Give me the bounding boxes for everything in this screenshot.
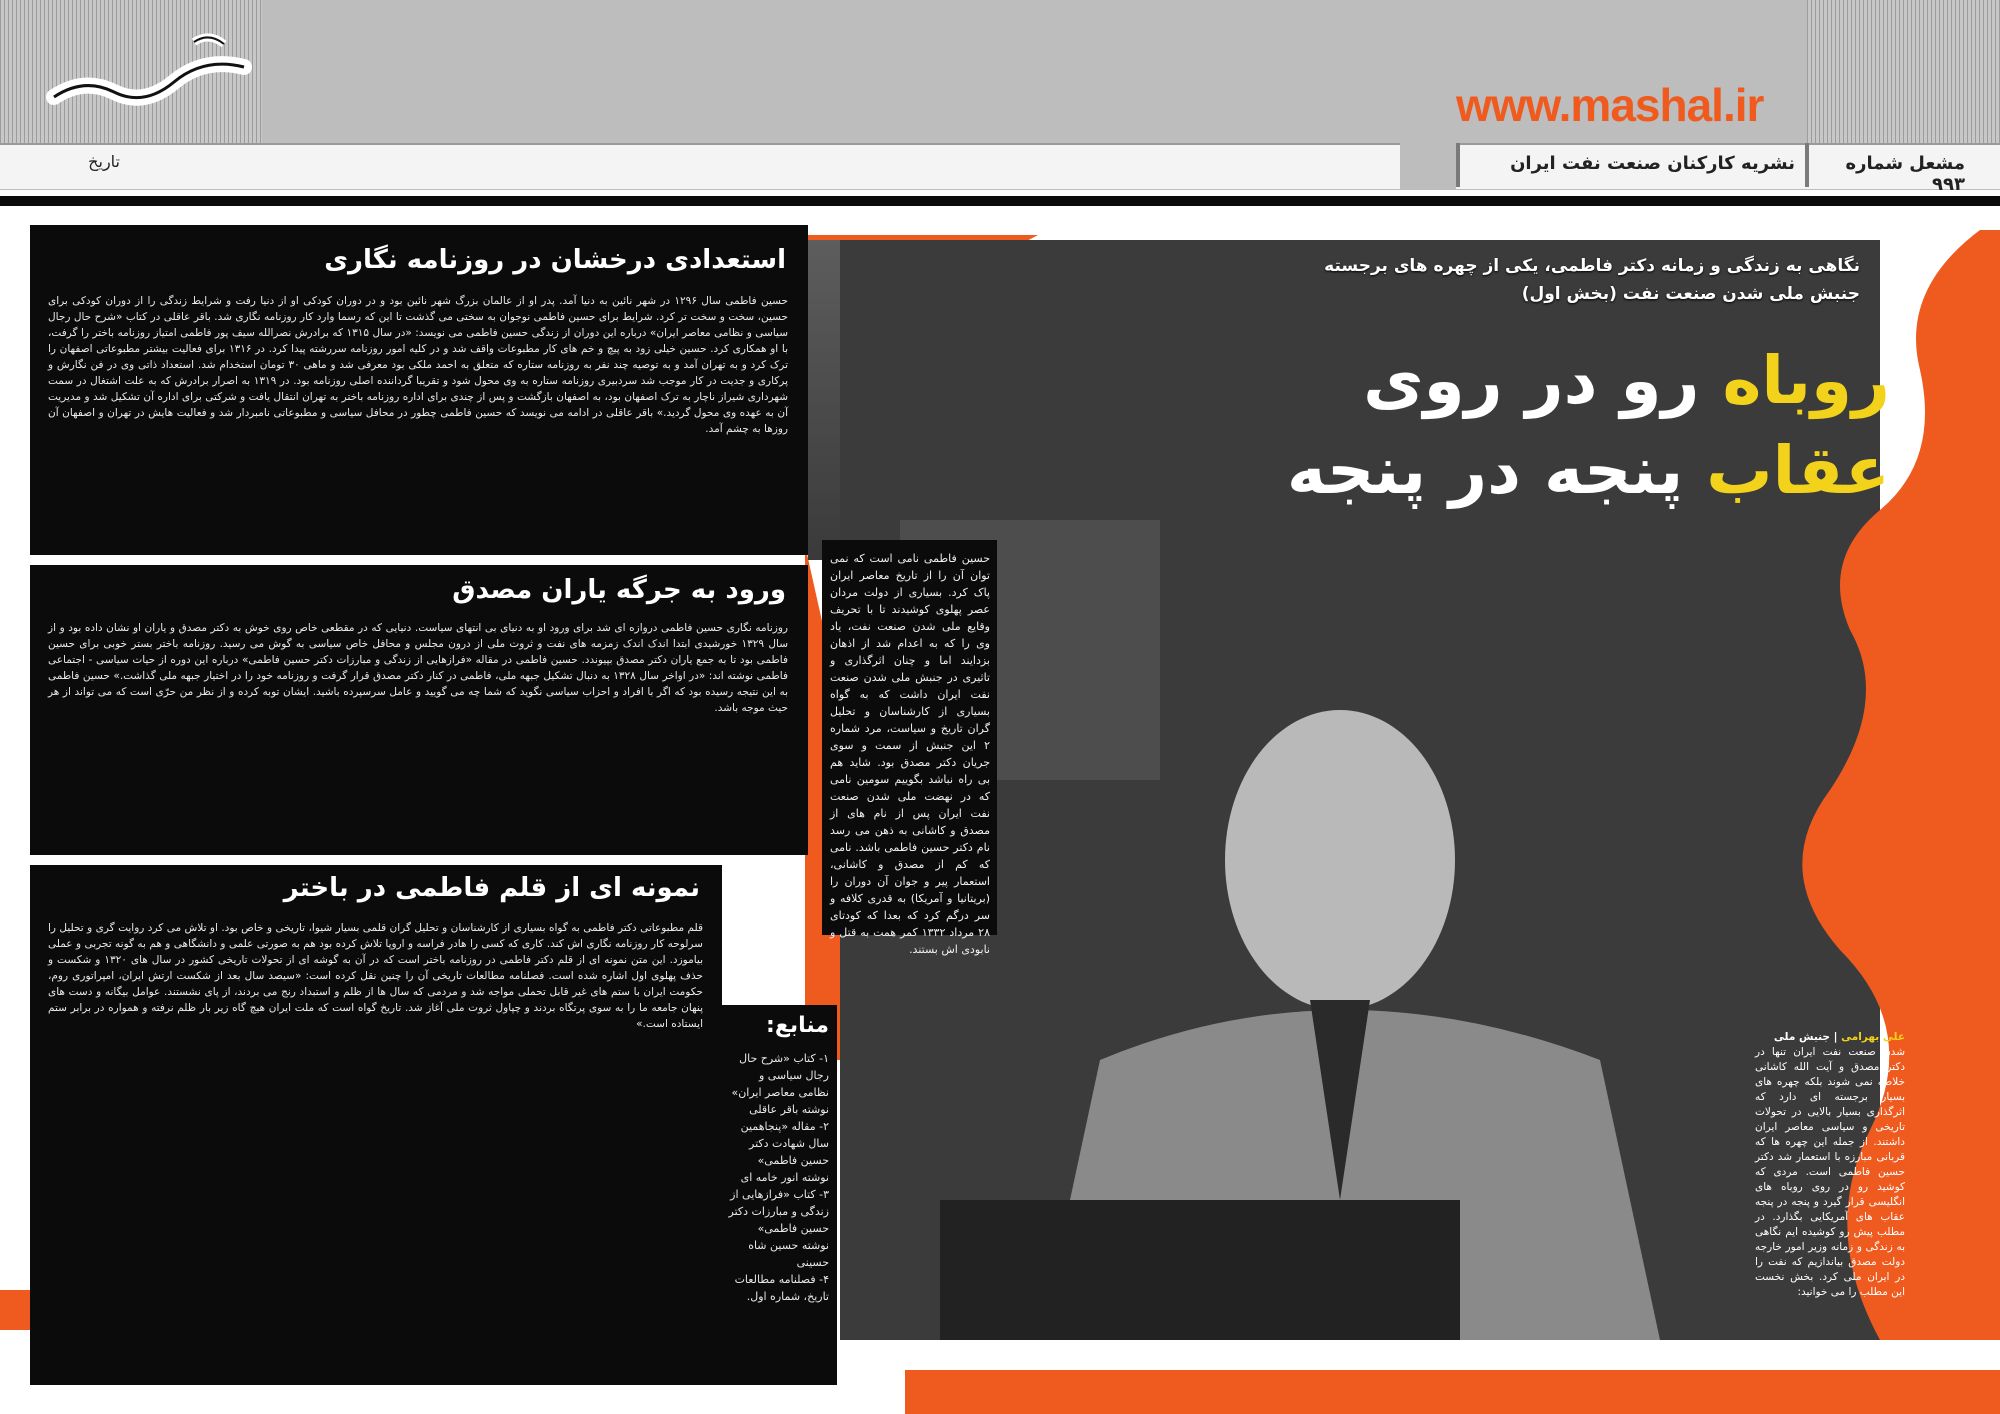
section-box-1 (30, 225, 808, 555)
intro-section: جنبش ملی (1773, 1031, 1830, 1043)
source-item: ۳- کتاب «فرازهایی از زندگی و مبارزات دکتر حسین فاطمی» نوشته حسین شاه حسینی (728, 1188, 829, 1269)
publication-title: نشریه کارکنان صنعت نفت ایران (1510, 153, 1795, 174)
sources-list (727, 1050, 829, 1305)
section-title-1: استعدادی درخشان در روزنامه نگاری (324, 245, 786, 275)
headline-1-yellow: روباه (1722, 342, 1890, 419)
section-body-2: روزنامه نگاری حسین فاطمی دروازه ای شد برای ورود او به دنیای بی انتهای سیاست. دنیایی که در مقطعی خاص روی خوش به دکتر مصدق و یاران او نشان داده بود و از سال ۱۳۲۹ خورشیدی ابتدا اندک اندک زمزمه های نفت و ثروت ملی از درون مجلس و محافل خاص سیاسی به گوش می رسید. روزنامه باختر بستر خوبی برای حسین فاطمی بود تا به جمع یاران دکتر مصدق بپیوندد. حسین فاطمی در مقاله «فرازهایی از زندگی و مبارزات دکتر حسین فاطمی» درباره این دوره از حیات سیاسی - اجتماعی فاطمی نوشته اند: «در اواخر سال ۱۳۲۸ به دنبال تشکیل جبهه ملی، فاطمی در کنار دکتر مصدق قرار گرفت و روزنامه خود را در اختیار جبهه ملی گذاشت.» حسین فاطمی به این نتیجه رسیده بود که اگر با افراد و احزاب سیاسی نگوید که شما چه می گویید و عامل سرسپرده باشید. ایشان توبه کرده و از نظر من حرّی است که می تواند از هر حیث موجه باشد. (48, 622, 788, 714)
source-item: ۱- کتاب «شرح حال رجال سیاسی و نظامی معاصر ایران» نوشته باقر عاقلی (731, 1052, 829, 1116)
intro-sep: | (1833, 1031, 1838, 1043)
section-box-2 (30, 565, 808, 855)
headline-line-2 (1230, 430, 1890, 512)
date-label: تاریخ (88, 152, 120, 171)
intro-block (1755, 1030, 1905, 1300)
feature-kicker: نگاهی به زندگی و زمانه دکتر فاطمی، یکی از چهره های برجسته جنبش ملی شدن صنعت نفت (بخش اول) (1324, 256, 1860, 304)
orange-tab-left (0, 1290, 30, 1330)
headline-1-white: رو در روی (1363, 342, 1700, 419)
source-item: ۴- فصلنامه مطالعات تاریخ، شماره اول. (734, 1273, 829, 1303)
section-body-3: قلم مطبوعاتی دکتر فاطمی به گواه بسیاری از کارشناسان و تحلیل گران قلمی بسیار شیوا، تاریخی و خاص بود. او تلاش می کرد روایت گری و تحلیل را سرلوحه کار روزنامه نگاری اش کند. کاری که کسی را هادر فراسه و اروپا تلاش کرده بود هم به صورتی علمی و دانشگاهی و هم به گونه تجربی و عملی بیاموزد. این متن نمونه ای از قلم دکتر فاطمی در روزنامه باختر است که در آن به گوشه ای از تحولات تاریخی کشور در سال های ۱۳۲۰ و شکست و حذف پهلوی اول اشاره شده است. فصلنامه مطالعات تاریخی آن را چنین نقل کرده است: «سیصد سال بعد از شکست ارتش ایران، امپراتوری روم، حکومت ایران با ستم های غیر قابل تحملی مواجه شد و مردمی که سال ها از ظلم و استبداد رنج می بردند، از پای نشستند. عوامل بیگانه و دست های پنهان جامعه ما را به سوی پرتگاه بردند و چپاول ثروت ملی آغاز شد. تاریخ گواه است که ملت ایران هیچ گاه زیر بار ظلم نرفته و همواره در برابر ستم ایستاده است.» (48, 922, 703, 1030)
orange-bottom-band (905, 1370, 2000, 1414)
website-url[interactable]: www.mashal.ir (1456, 79, 1764, 131)
pullquote-text: حسین فاطمی نامی است که نمی توان آن را از تاریخ معاصر ایران پاک کرد. بسیاری از دولت مردان عصر پهلوی کوشیدند تا با تحریف وقایع ملی شدن صنعت نفت، یاد وی را که به اعدام شد از اذهان بزدایند اما و چنان اثرگذاری و تاثیری در جنبش ملی شدن صنعت نفت ایران داشت که به گواه بسیاری از کارشناسان و تحلیل گران تاریخ و سیاست، مرد شماره ۲ این جنبش از سمت و سوی جریان دکتر مصدق بود. شاید هم بی راه نباشد بگوییم سومین نامی که در نهضت ملی شدن صنعت نفت ایران پس از نام های از مصدق و کاشانی به ذهن می رسد نام دکتر حسین فاطمی باشد. نامی که کم از مصدق و کاشانی، استعمار پیر و جوان آن دوران را (بریتانیا و آمریکا) به قدری کلافه و سر درگم کرد که بعدا که کودتای ۲۸ مرداد ۱۳۳۲ کمر همت به قتل و نابودی اش بستند. (830, 552, 990, 956)
source-item: ۲- مقاله «پنجاهمین سال شهادت دکتر حسین فاطمی» نوشته انور خامه ای (740, 1120, 829, 1184)
sources-title: منابع: (766, 1013, 829, 1038)
headline-line-1 (1230, 340, 1890, 422)
section-body-1: حسین فاطمی سال ۱۲۹۶ در شهر نائین به دنیا آمد. پدر او از عالمان بزرگ شهر نائین بود و در دوران کودکی او از دنیا رفت و شرایط زندگی را از دوران کودکی برای حسین، سخت و سخت تر کرد. شرایط برای حسین فاطمی نوجوان به سختی می گذشت تا این که رسما وارد کار روزنامه نگاری شد. باقر عاقلی در کتاب «شرح حال رجال سیاسی و نظامی معاصر ایران» درباره این دوران از زندگی حسین فاطمی می نویسد: «در سال ۱۳۱۵ که برادرش نصرالله سیف پور فاطمی امتیاز روزنامه باختر را گرفت، با او همکاری کرد. حسین خیلی زود به پیچ و خم های کار مطبوعات واقف شد و در کلیه امور روزنامه سررشته پیدا کرد. در ۱۳۱۶ برای فعالیت بیشتر مطبوعاتی اصفهان را ترک کرد و به تهران آمد و به توصیه چند نفر به روزنامه ستاره که متعلق به احمد ملکی بود معرفی شد و ماهی ۳۰ تومان استخدام شد. استعداد ذاتی وی در فن نگارش و پرکاری و جدیت در کار موجب شد سردبیری روزنامه ستاره به وی محول شود و تقریبا گرداننده اصلی روزنامه بود. در ۱۳۱۹ به اصرار برادرش که به علت اشتغال در سمت شهرداری شیراز ناچار به ترک اصفهان بود، به اصفهان بازگشت و پس از چندی برای اداره روزنامه باختر به تهران انتقال یافت و شرکتی برای اداره آن تشکیل شد و مدیریت آن به عهده وی محول گردید.» باقر عاقلی در ادامه می نویسد که حسین فاطمی چطور در محافل سیاسی و مطبوعاتی نامبردار شد و فعالیت هایش در تهران و اصفهان آن روزها به چشم آمد. (48, 295, 788, 435)
section-title-2: ورود به جرگه یاران مصدق (452, 575, 786, 605)
issue-number: مشعل شماره ۹۹۳ (1845, 153, 1965, 195)
headline-2-white: پنجه در پنجه (1286, 432, 1684, 509)
intro-author: علی بهرامی (1841, 1031, 1905, 1043)
pullquote-box (822, 540, 997, 956)
headline-2-yellow: عقاب (1706, 432, 1890, 509)
section-title-3: نمونه ای از قلم فاطمی در باختر (283, 873, 700, 903)
section-box-3 (30, 865, 722, 1385)
intro-byline (1755, 1030, 1905, 1045)
sources-box (722, 1005, 837, 1385)
intro-text: شدن صنعت نفت ایران تنها در دکتر مصدق و آیت الله کاشانی خلاصه نمی شوند بلکه چهره های بسیار برجسته ای دارد که اثرگذاری بسیار بالایی در تحولات تاریخی و سیاسی معاصر ایران داشتند. از جمله این چهره ها که قربانی مبارزه با استعمار شد دکتر حسین فاطمی است. مردی که کوشید رو در روی روباه های انگلیسی قرار گیرد و پنجه در پنجه عقاب های آمریکایی بگذارد. در مطلب پیش رو کوشیده ایم نگاهی به زندگی و زمانه وزیر امور خارجه دولت مصدق بیاندازیم که نفت را در ایران ملی کرد. بخش نخست این مطلب را می خوانید: (1755, 1046, 1905, 1298)
